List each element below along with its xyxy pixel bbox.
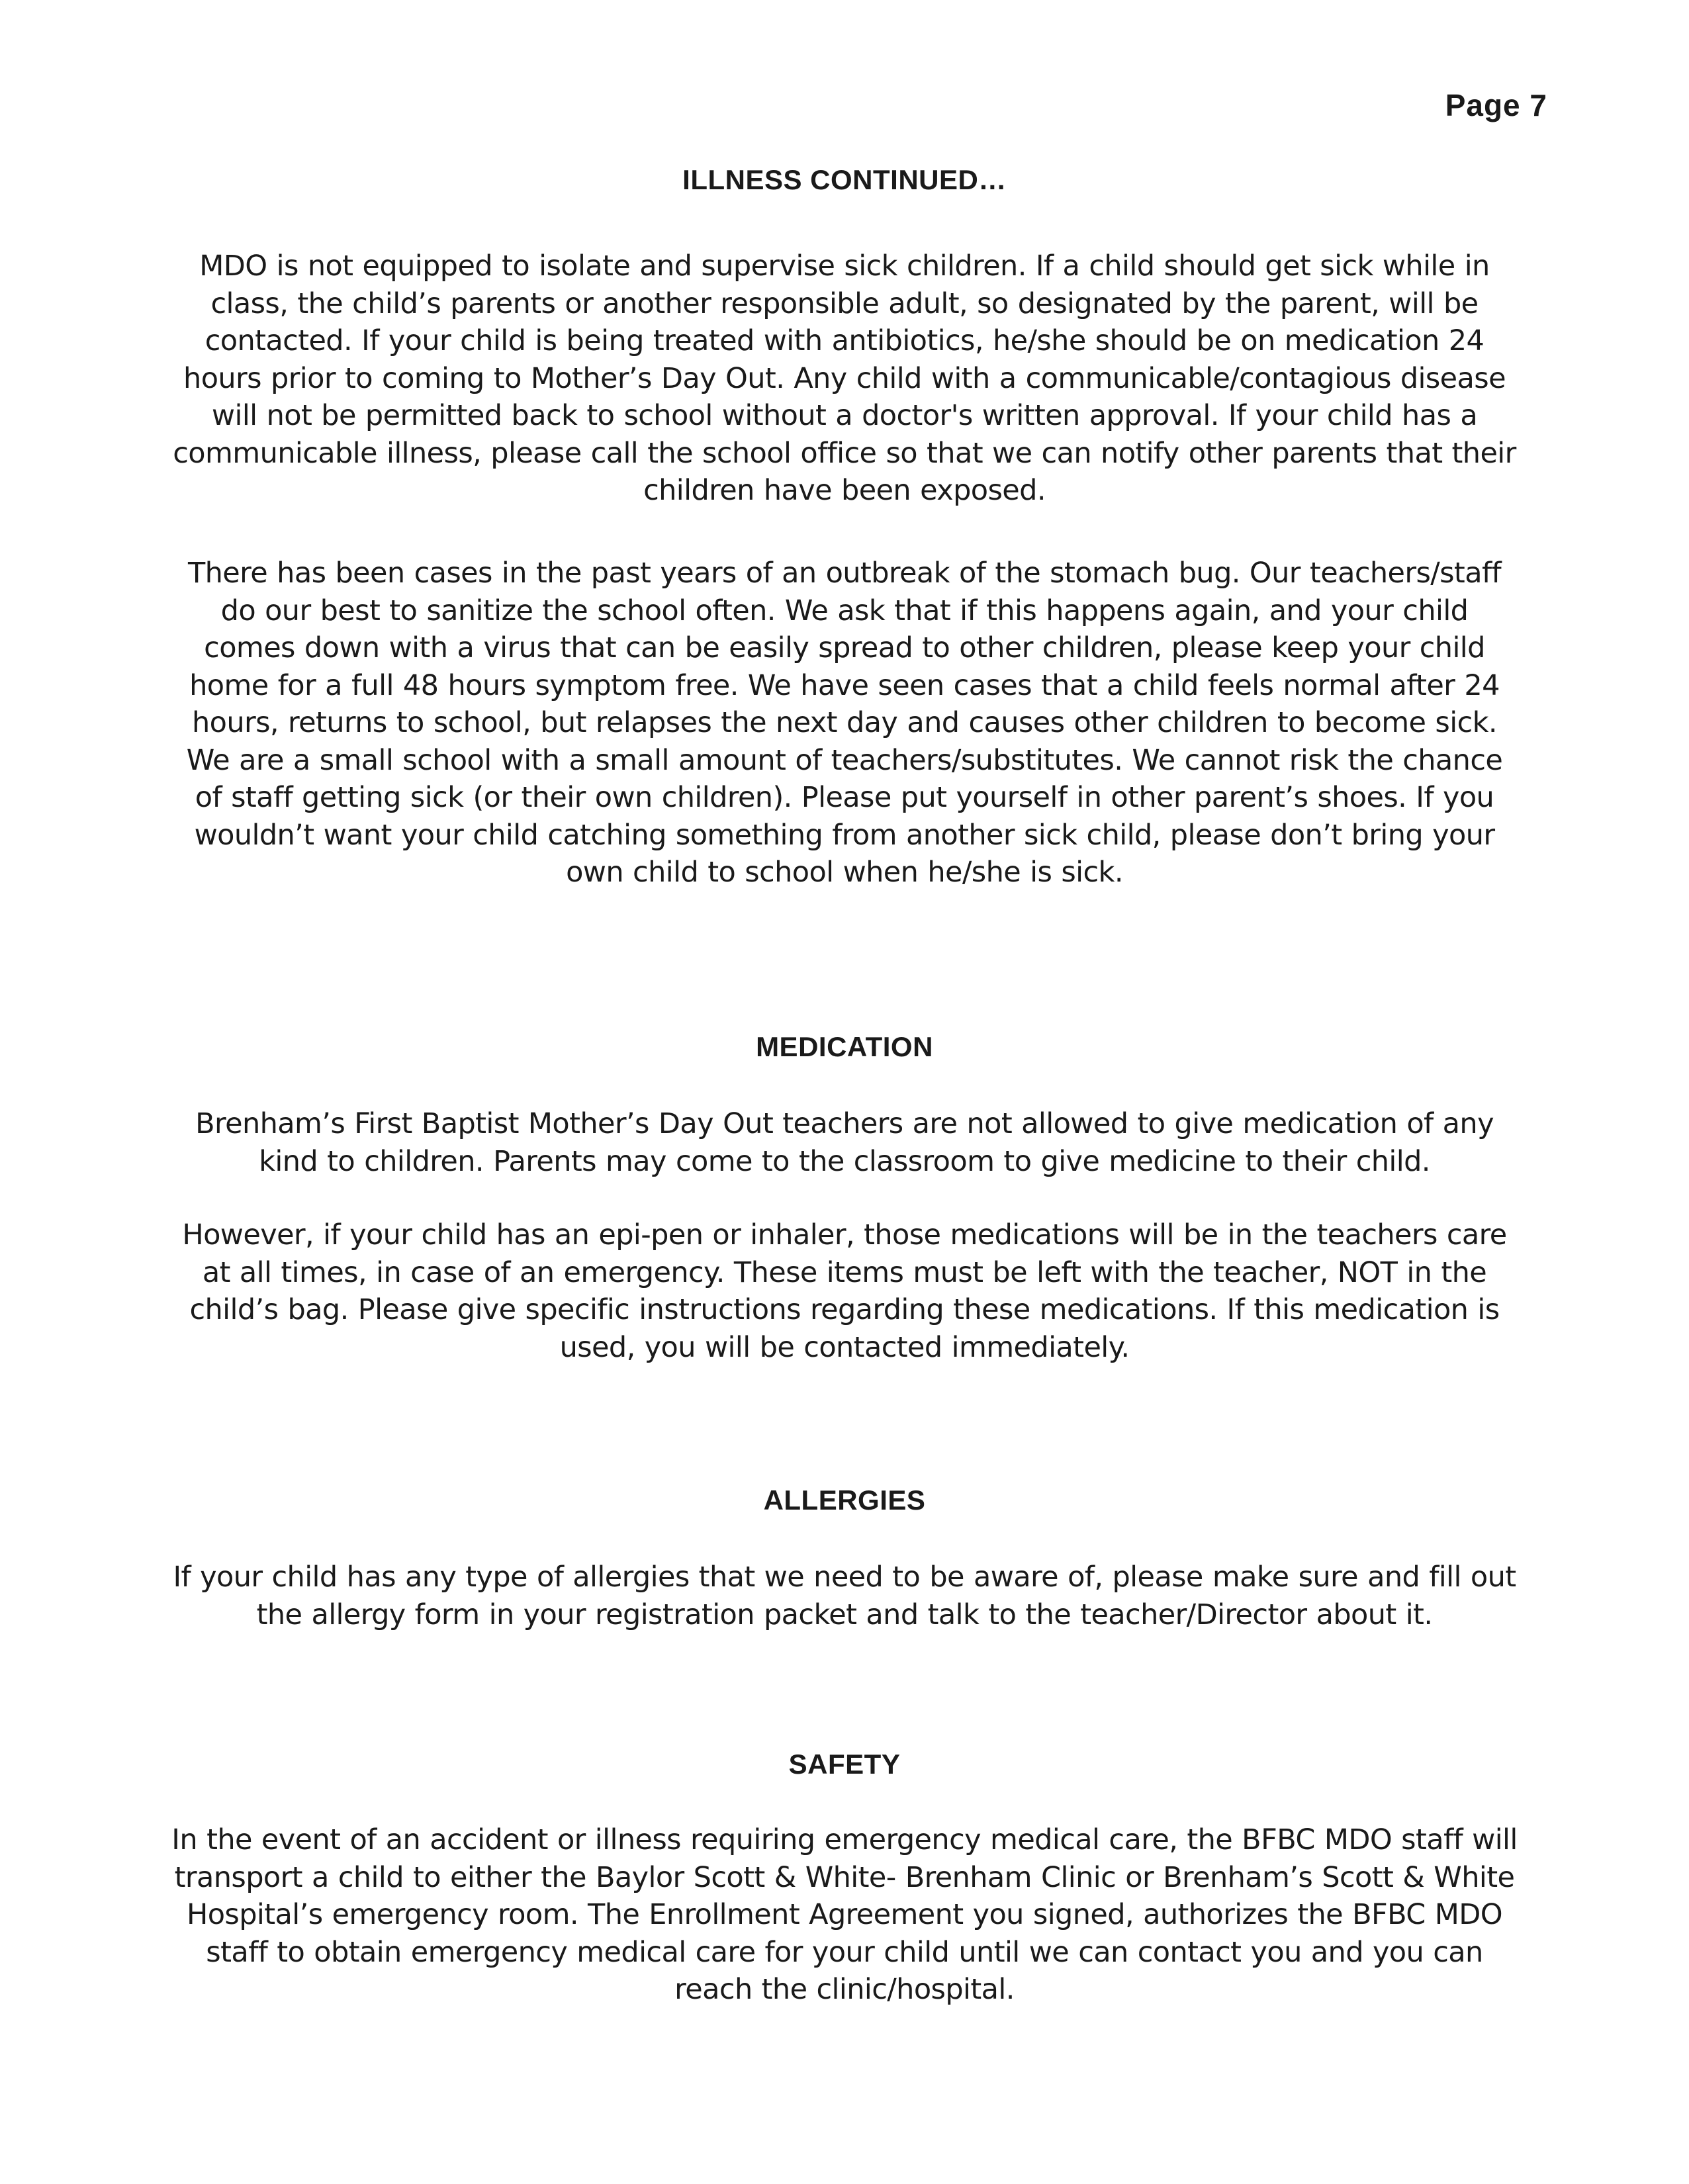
text-line: the allergy form in your registration packet and talk to the teacher/Director about it. <box>256 1598 1433 1631</box>
medication-heading: MEDICATION <box>756 1031 933 1062</box>
medication-paragraph-2 <box>126 1216 1563 1366</box>
text-line: do our best to sanitize the school often. We ask that if this happens again, and your child <box>220 594 1469 627</box>
text-line: of staff getting sick (or their own children). Please put yourself in other parent’s shoes. If you <box>195 781 1494 814</box>
text-line: comes down with a virus that can be easily spread to other children, please keep your child <box>204 631 1485 664</box>
text-line: children have been exposed. <box>643 474 1046 507</box>
text-line: hours prior to coming to Mother’s Day Out. Any child with a communicable/contagious disease <box>183 361 1506 395</box>
text-line: used, you will be contacted immediately. <box>559 1330 1130 1364</box>
text-line: There has been cases in the past years of an outbreak of the stomach bug. Our teachers/staff <box>187 557 1502 590</box>
text-line: child’s bag. Please give specific instructions regarding these medications. If this medication is <box>189 1293 1500 1326</box>
text-line: home for a full 48 hours symptom free. We have seen cases that a child feels normal after 24 <box>189 668 1500 702</box>
allergies-heading: ALLERGIES <box>763 1484 926 1516</box>
safety-paragraph <box>126 1821 1563 2009</box>
text-line: In the event of an accident or illness requiring emergency medical care, the BFBC MDO staff will <box>171 1823 1518 1856</box>
allergies-paragraph <box>126 1559 1563 1633</box>
text-line: kind to children. Parents may come to the classroom to give medicine to their child. <box>259 1144 1430 1178</box>
text-line: reach the clinic/hospital. <box>674 1973 1015 2006</box>
illness-heading: ILLNESS CONTINUED… <box>682 164 1007 195</box>
text-line: communicable illness, please call the school office so that we can notify other parents that their <box>173 436 1516 470</box>
text-line: If your child has any type of allergies that we need to be aware of, please make sure and fill out <box>173 1561 1516 1594</box>
text-line: contacted. If your child is being treated with antibiotics, he/she should be on medication 24 <box>205 324 1484 357</box>
text-line: class, the child’s parents or another responsible adult, so designated by the parent, will be <box>210 287 1479 320</box>
medication-paragraph-1 <box>126 1105 1563 1180</box>
text-line: However, if your child has an epi-pen or inhaler, those medications will be in the teachers care <box>182 1218 1507 1251</box>
text-line: at all times, in case of an emergency. These items must be left with the teacher, NOT in the <box>202 1255 1487 1289</box>
text-line: Hospital’s emergency room. The Enrollment Agreement you signed, authorizes the BFBC MDO <box>186 1898 1502 1931</box>
illness-paragraph-2 <box>126 555 1563 891</box>
text-line: own child to school when he/she is sick. <box>566 856 1123 889</box>
text-line: MDO is not equipped to isolate and supervise sick children. If a child should get sick while in <box>199 250 1490 283</box>
text-line: We are a small school with a small amount of teachers/substitutes. We cannot risk the chance <box>186 743 1503 777</box>
text-line: Brenham’s First Baptist Mother’s Day Out teachers are not allowed to give medication of any <box>195 1107 1494 1140</box>
safety-heading: SAFETY <box>788 1749 901 1780</box>
illness-paragraph-1 <box>126 248 1563 510</box>
text-line: wouldn’t want your child catching something from another sick child, please don’t bring your <box>194 818 1495 852</box>
text-line: transport a child to either the Baylor Scott & White- Brenham Clinic or Brenham’s Scott & White <box>174 1860 1515 1894</box>
text-line: staff to obtain emergency medical care for your child until we can contact you and you can <box>206 1935 1483 1969</box>
text-line: will not be permitted back to school without a doctor's written approval. If your child has a <box>211 399 1478 432</box>
text-line: hours, returns to school, but relapses the next day and causes other children to become sick. <box>192 706 1497 739</box>
page-number: Page 7 <box>1445 88 1547 122</box>
